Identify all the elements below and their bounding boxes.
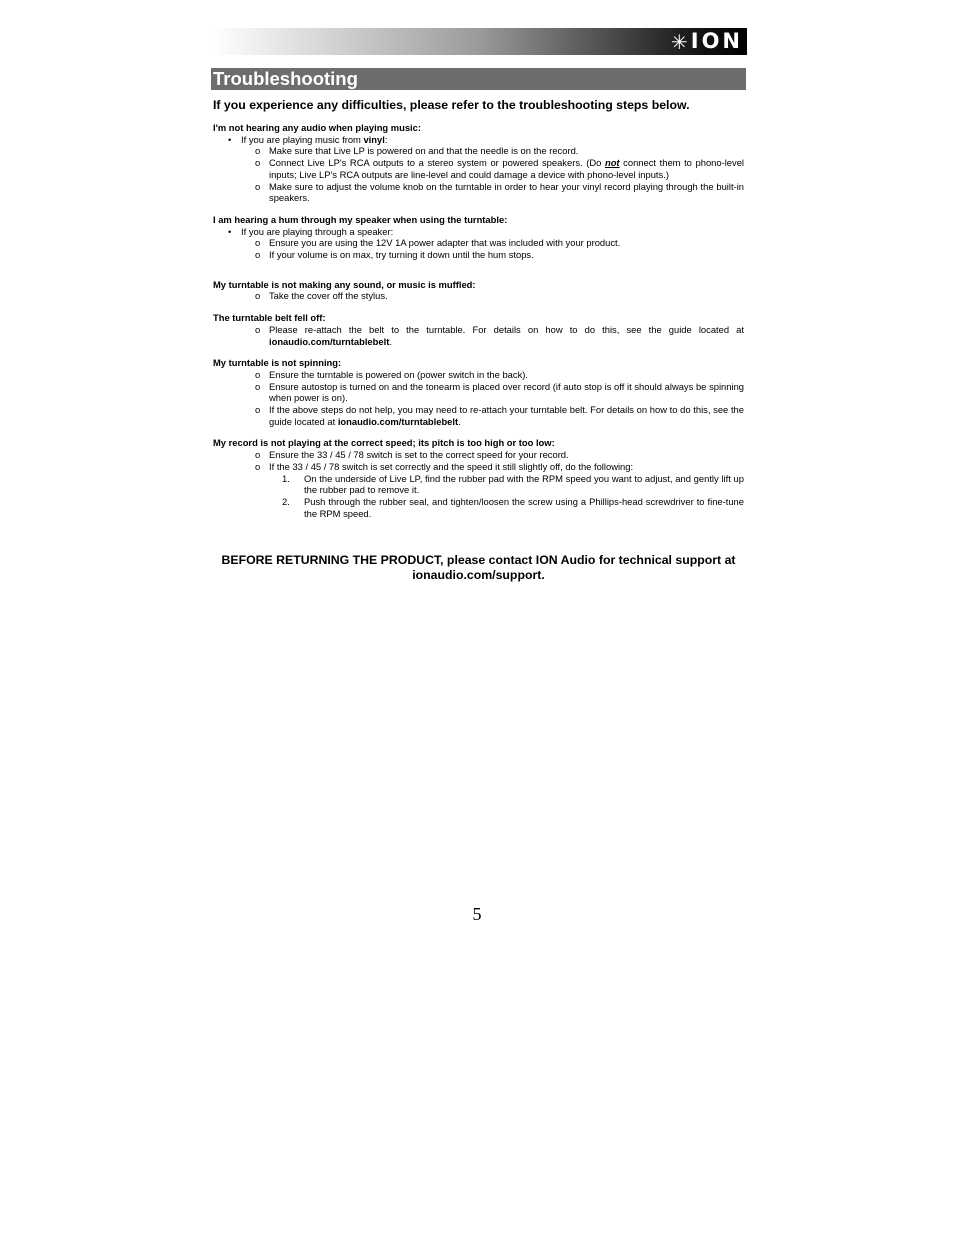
question-muffled: My turntable is not making any sound, or music is muffled: bbox=[213, 278, 476, 290]
sub-marker: o bbox=[255, 368, 261, 380]
step-text: On the underside of Live LP, find the rubber pad with the RPM speed you want to adjust, and gently lift up the rubber pad to remove it. bbox=[304, 472, 744, 496]
page-number: 5 bbox=[472, 904, 482, 924]
sub-text: Connect Live LP's RCA outputs to a stereo system or powered speakers. (Do bbox=[269, 157, 605, 169]
sub-text: If your volume is on max, try turning it down until the hum stops. bbox=[269, 249, 534, 261]
ion-star-icon: ✳ bbox=[670, 29, 688, 54]
step-text: Push through the rubber seal, and tighten/loosen the screw using a Phillips-head screwdriver to fine-tune the RPM speed. bbox=[304, 495, 744, 519]
question-hum: I am hearing a hum through my speaker when using the turntable: bbox=[213, 213, 508, 225]
troubleshooting-content bbox=[213, 122, 744, 519]
sub-item bbox=[213, 290, 744, 302]
sub-text-end: . bbox=[389, 335, 392, 347]
page-title: Troubleshooting bbox=[213, 68, 358, 89]
step-number: 1. bbox=[282, 472, 290, 484]
sub-marker: o bbox=[255, 237, 261, 249]
sub-item bbox=[213, 324, 744, 347]
question-wrong-speed: My record is not playing at the correct speed; its pitch is too high or too low: bbox=[213, 437, 555, 449]
header-bar bbox=[212, 28, 747, 55]
sub-item bbox=[213, 404, 744, 427]
bullet-bold: vinyl bbox=[363, 133, 385, 145]
bullet-text-end: : bbox=[384, 133, 388, 145]
sub-marker: o bbox=[255, 404, 261, 416]
ion-logo bbox=[671, 30, 743, 53]
sub-text: Ensure you are using the 12V 1A power adapter that was included with your product. bbox=[269, 237, 621, 249]
sub-marker: o bbox=[255, 323, 261, 335]
support-note: BEFORE RETURNING THE PRODUCT, please contact ION Audio for technical support at ionaudio.com/support. bbox=[221, 553, 736, 582]
sub-marker: o bbox=[255, 157, 261, 169]
bullet-marker: • bbox=[228, 133, 232, 145]
bullet-item bbox=[213, 134, 744, 146]
numbered-step bbox=[213, 496, 744, 519]
step-number: 2. bbox=[282, 495, 290, 507]
belt-guide-link[interactable]: ionaudio.com/turntablebelt bbox=[337, 415, 459, 427]
numbered-step bbox=[213, 473, 744, 496]
sub-text-end: . bbox=[458, 415, 461, 427]
sub-text: If the 33 / 45 / 78 switch is set correctly and the speed it still slightly off, do the following: bbox=[269, 460, 634, 472]
section-title-bar bbox=[211, 68, 746, 90]
sub-item bbox=[213, 381, 744, 404]
sub-item bbox=[213, 145, 744, 157]
bullet-marker: • bbox=[228, 225, 232, 237]
question-belt: The turntable belt fell off: bbox=[213, 312, 326, 324]
sub-text: Please re-attach the belt to the turntable. For details on how to do this, see the guide located at bbox=[269, 323, 744, 335]
sub-text: Make sure that Live LP is powered on and that the needle is on the record. bbox=[269, 145, 579, 157]
sub-item bbox=[213, 461, 744, 473]
sub-item bbox=[213, 249, 744, 261]
sub-item bbox=[213, 237, 744, 249]
sub-item bbox=[213, 449, 744, 461]
sub-marker: o bbox=[255, 290, 261, 302]
bullet-text: If you are playing through a speaker: bbox=[241, 225, 394, 237]
sub-text: Take the cover off the stylus. bbox=[269, 290, 388, 302]
sub-marker: o bbox=[255, 145, 261, 157]
sub-text: Make sure to adjust the volume knob on the turntable in order to hear your vinyl record playing through the built-in speakers. bbox=[269, 180, 744, 204]
sub-text: Ensure the 33 / 45 / 78 switch is set to the correct speed for your record. bbox=[269, 449, 569, 461]
sub-item bbox=[213, 369, 744, 381]
sub-text: Ensure autostop is turned on and the tonearm is placed over record (if auto stop is off it should always be spinning when power is on). bbox=[269, 380, 744, 404]
bullet-item bbox=[213, 226, 744, 238]
belt-guide-link[interactable]: ionaudio.com/turntablebelt bbox=[269, 335, 390, 347]
sub-marker: o bbox=[255, 180, 261, 192]
sub-marker: o bbox=[255, 380, 261, 392]
intro-text: If you experience any difficulties, please refer to the troubleshooting steps below. bbox=[213, 98, 690, 112]
question-not-spinning: My turntable is not spinning: bbox=[213, 357, 342, 369]
sub-item bbox=[213, 181, 744, 204]
sub-text-end: connect them to phono-level inputs; Live LP's RCA outputs are line-level and could damage a device with phono-level inputs.) bbox=[269, 157, 744, 180]
bullet-text: If you are playing music from bbox=[241, 133, 364, 145]
sub-marker: o bbox=[255, 249, 261, 261]
question-no-audio: I'm not hearing any audio when playing music: bbox=[213, 122, 421, 133]
emphasis-not: not bbox=[604, 157, 620, 169]
sub-text: If the above steps do not help, you may need to re-attach your turntable belt. For details on how to do this, see the guide located at bbox=[269, 404, 744, 427]
sub-text: Ensure the turntable is powered on (power switch in the back). bbox=[269, 368, 528, 380]
sub-item bbox=[213, 157, 744, 180]
sub-marker: o bbox=[255, 460, 261, 472]
sub-marker: o bbox=[255, 449, 261, 461]
ion-logo-text: ION bbox=[690, 29, 743, 53]
